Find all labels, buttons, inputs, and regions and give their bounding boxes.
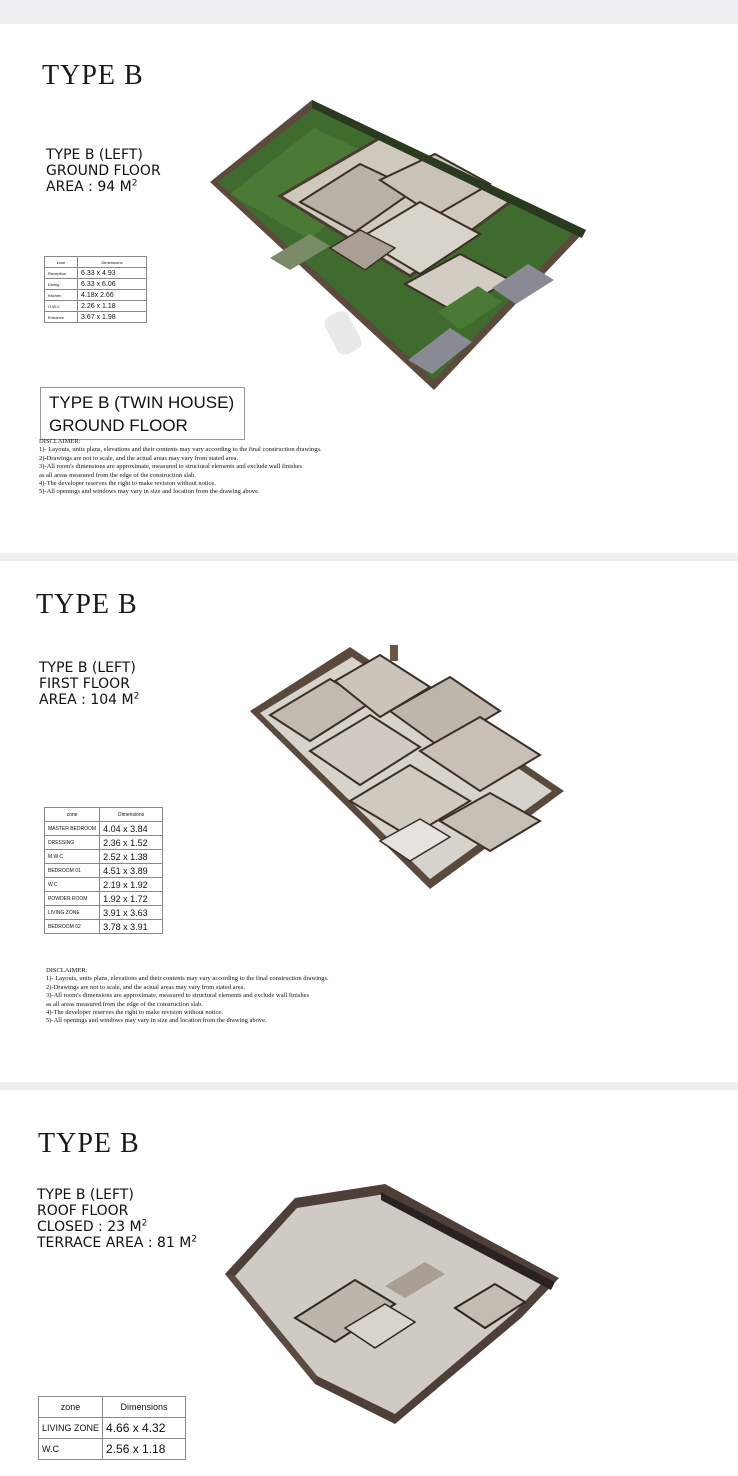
table-header: zone — [45, 257, 78, 268]
document-page-3 — [0, 1090, 738, 1476]
document-page-2 — [0, 561, 738, 1082]
roof-floor-plan-image — [225, 1178, 565, 1428]
dimensions-table — [44, 256, 147, 323]
table-row: DRESSING 2.36 x 1.52 — [45, 836, 163, 850]
table-row: MASTER BEDROOM 4.04 x 3.84 — [45, 822, 163, 836]
twin-house-caption: TYPE B (TWIN HOUSE) GROUND FLOOR — [40, 387, 245, 440]
unit-info — [46, 147, 161, 195]
unit-info — [37, 1187, 197, 1251]
table-header: zone — [45, 808, 100, 822]
unit-label: TYPE B (LEFT) — [37, 1187, 134, 1203]
table-row: Dining 6.33 x 6.06 — [45, 279, 147, 290]
page-separator — [0, 0, 738, 24]
table-row: Entrance 3.67 x 1.98 — [45, 312, 147, 323]
table-row: LIVING ZONE 4.66 x 4.32 — [39, 1418, 186, 1439]
ground-floor-plan-image — [210, 98, 590, 393]
page-title: TYPE B — [36, 589, 138, 620]
table-row: POWDER ROOM 1.92 x 1.72 — [45, 892, 163, 906]
table-header: Dimensions — [100, 808, 163, 822]
dimensions-table — [44, 807, 163, 934]
floor-label: ROOF FLOOR — [37, 1203, 129, 1219]
table-header: zone — [39, 1397, 103, 1418]
table-header: Dimensions — [78, 257, 147, 268]
table-header: Dimensions — [103, 1397, 186, 1418]
unit-label: TYPE B (LEFT) — [46, 147, 143, 163]
table-row: Kitchen 4.18x 2.66 — [45, 290, 147, 301]
unit-info — [39, 660, 139, 708]
table-row: BEDROOM 01 4.51 x 3.89 — [45, 864, 163, 878]
table-row: M.W.C 2.52 x 1.38 — [45, 850, 163, 864]
table-row: Reception 6.33 x 4.93 — [45, 268, 147, 279]
page-title: TYPE B — [38, 1128, 140, 1159]
area-label: AREA : 94 $M^2$ — [46, 178, 138, 195]
area-label: AREA : 104 $M^2$ — [39, 691, 140, 708]
document-page-1 — [0, 30, 738, 553]
table-row: W.C 2.56 x 1.18 — [39, 1439, 186, 1460]
table-row: G.W.C 2.26 x 1.18 — [45, 301, 147, 312]
disclaimer: DISCLAIMER: 1)- Layouts, units plans, elevations and their contents may vary according to the final construction drawings. 2)-Drawings are not to scale, and the actual areas may vary from stated area. 3)-All room's dimensions are approximate, measured to structural elements and exclude wall finishes as all areas measured from the edge of the construction slab. 4)-The developer reserves the right to make revision without notice. 5)-All openings and windows may vary in size and location from the drawing above. — [46, 967, 329, 1025]
page-title: TYPE B — [42, 60, 144, 91]
table-row: W.C 2.19 x 1.92 — [45, 878, 163, 892]
dimensions-table — [38, 1396, 186, 1460]
page-separator — [0, 553, 738, 561]
terrace-area-label: TERRACE AREA : 81 $M^2$ — [37, 1234, 198, 1251]
page-separator — [0, 1082, 738, 1090]
first-floor-plan-image — [240, 641, 570, 901]
table-row: LIVING ZONE 3.91 x 3.63 — [45, 906, 163, 920]
table-row: BEDROOM 02 3.78 x 3.91 — [45, 920, 163, 934]
floor-label: GROUND FLOOR — [46, 163, 161, 179]
unit-label: TYPE B (LEFT) — [39, 660, 136, 676]
closed-area-label: CLOSED : 23 $M^2$ — [37, 1218, 148, 1235]
floor-label: FIRST FLOOR — [39, 676, 130, 692]
disclaimer: DISCLAIMER: 1)- Layouts, units plans, elevations and their contents may vary according to the final construction drawings. 2)-Drawings are not to scale, and the actual areas may vary from stated area. 3)-All room's dimensions are approximate, measured to structural elements and exclude wall finishes as all areas measured from the edge of the construction slab. 4)-The developer reserves the right to make revision without notice. 5)-All openings and windows may vary in size and location from the drawing above. — [39, 438, 322, 496]
